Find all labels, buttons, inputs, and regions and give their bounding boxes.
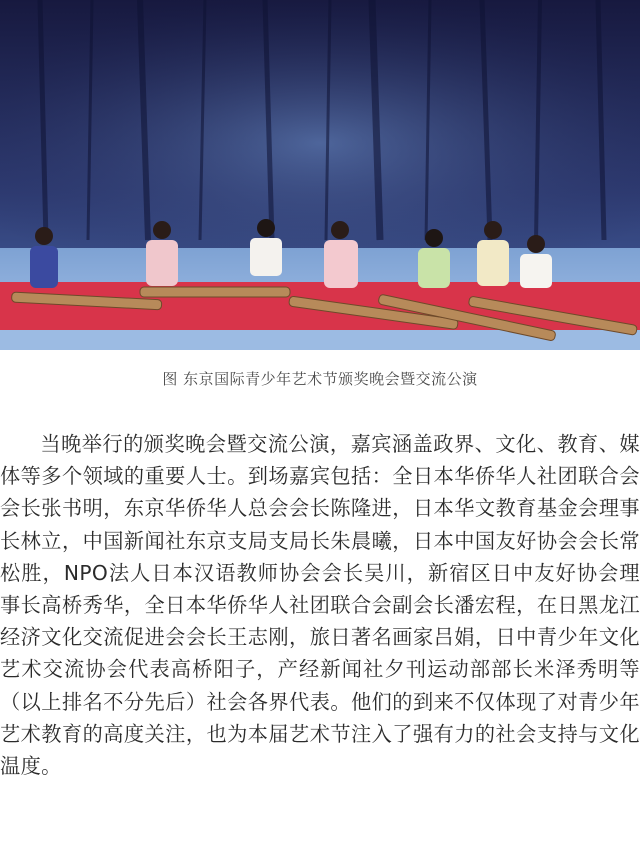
photo-caption: 图 东京国际青少年艺术节颁奖晚会暨交流公演 (162, 370, 478, 388)
performance-photo (0, 0, 640, 350)
article-paragraph: 当晚举行的颁奖晚会暨交流公演，嘉宾涵盖政界、文化、教育、媒体等多个领域的重要人士。到场嘉宾包括：全日本华侨华人社团联合会会长张书明，东京华侨华人总会会长陈隆进，日本华文教育基金会理事长林立，中国新闻社东京支局支局长朱晨曦，日本中国友好协会会长常松胜，NPO法人日本汉语教师协会会长吴川，新宿区日中友好协会理事长高桥秀华，全日本华侨华人社团联合会副会长潘宏程，在日黑龙江经济文化交流促进会会长王志刚，旅日著名画家吕娟，日中青少年文化艺术交流协会代表高桥阳子，产经新闻社夕刊运动部部长米泽秀明等（以上排名不分先后）社会各界代表。他们的到来不仅体现了对青少年艺术教育的高度关注，也为本届艺术节注入了强有力的社会支持与文化温度。 (0, 432, 640, 779)
